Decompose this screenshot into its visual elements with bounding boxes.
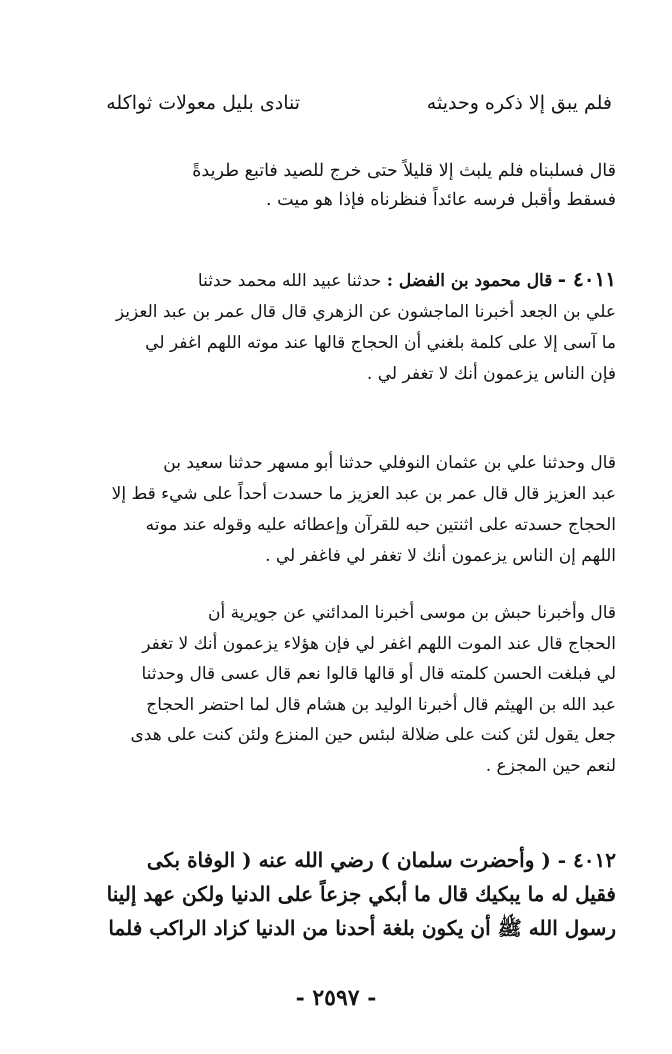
paragraph-line: فإن الناس يزعمون أنك لا تغفر لي .	[366, 364, 616, 384]
hadith-heading-continuation: رضي الله عنه ( الوفاة بكى	[146, 848, 374, 872]
hadith-heading: ( وأحضرت سلمان )	[380, 848, 551, 872]
paragraph-line: فقيل له ما يبكيك قال ما أبكي جزعاً على الدنيا ولكن عهد إلينا	[106, 882, 616, 906]
paragraph-line: اللهم إن الناس يزعمون أنك لا تغفر لي فاغفر لي .	[265, 546, 616, 566]
paragraph-4	[36, 598, 616, 781]
paragraph-line: جعل يقول لئن كنت على ضلالة لبئس حين المنزع ولئن كنت على هدى	[130, 725, 616, 745]
paragraph-line: عبد العزيز قال قال عمر بن عبد العزيز ما حسدت أحداً على شيء قط إلا	[111, 484, 616, 504]
hadith-4012	[36, 843, 616, 945]
verse-hemistich-2: تنادى بليل معولات ثواكله	[106, 92, 300, 114]
paragraph-line: الحجاج قال عند الموت اللهم اغفر لي فإن هؤلاء يزعمون أنك لا تغفر	[142, 633, 616, 654]
paragraph-3	[36, 448, 616, 572]
paragraph-line: ما آسى إلا على كلمة بلغني أن الحجاج قالها عند موته اللهم اغفر لي	[145, 333, 616, 353]
paragraph-line: لي فبلغت الحسن كلمته قال أو قالها قالوا نعم قال عسى قال وحدثنا	[141, 664, 616, 684]
hadith-heading-continuation: حدثنا عبيد الله محمد حدثنا	[197, 271, 382, 291]
paragraph-line: عبد الله بن الهيثم قال أخبرنا الوليد بن هشام قال لما احتضر الحجاج	[146, 694, 616, 715]
page-number: - ٢٥٩٧ -	[295, 985, 377, 1011]
paragraph-line: قال وأخبرنا حبش بن موسى أخبرنا المدائني عن جويرية أن	[207, 603, 616, 623]
verse-hemistich-1: فلم يبق إلا ذكره وحديثه	[426, 92, 612, 114]
paragraph-line: فسقط وأقبل فرسه عائداً فنظرناه فإذا هو ميت .	[266, 190, 616, 210]
hadith-4011	[36, 264, 616, 390]
hadith-heading-line	[36, 843, 616, 877]
hadith-number: ٤٠١١ -	[557, 267, 616, 291]
paragraph-line: لنعم حين المجزع .	[485, 755, 616, 776]
paragraph-line: قال فسلبناه فلم يلبث إلا قليلاً حتى خرج للصيد فاتبع طريدةً	[192, 161, 616, 181]
paragraph-line: رسول الله ﷺ أن يكون بلغة أحدنا من الدنيا كزاد الراكب فلما	[108, 916, 616, 940]
hadith-number: ٤٠١٢ -	[557, 848, 616, 872]
paragraph-line: الحجاج حسدته على اثنتين حبه للقرآن وإعطائه عليه وقوله عند موته	[145, 515, 616, 535]
hadith-heading: قال محمود بن الفضل :	[386, 271, 553, 291]
paragraph-line: قال وحدثنا علي بن عثمان النوفلي حدثنا أبو مسهر حدثنا سعيد بن	[163, 453, 616, 473]
hadith-heading-line	[36, 264, 616, 297]
paragraph-1	[36, 157, 616, 215]
paragraph-line: علي بن الجعد أخبرنا الماجشون عن الزهري قال قال عمر بن عبد العزيز	[115, 302, 616, 322]
